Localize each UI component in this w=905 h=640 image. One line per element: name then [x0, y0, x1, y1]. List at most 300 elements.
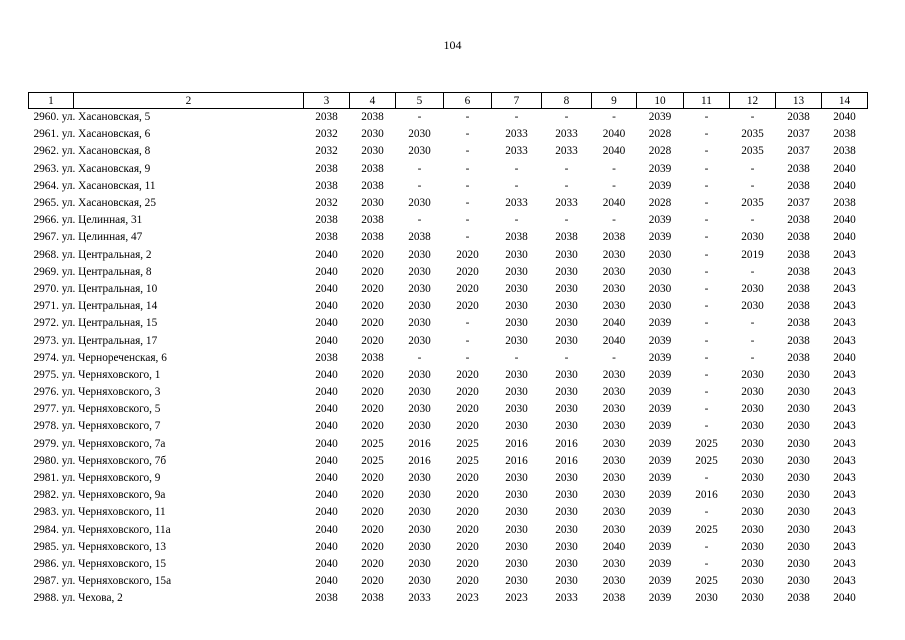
- value-cell: 2030: [505, 282, 528, 295]
- value-cell: -: [750, 351, 755, 364]
- value-cell: 2040: [602, 334, 626, 347]
- value-cell: -: [750, 265, 755, 278]
- value-cell: 2030: [555, 300, 578, 313]
- value-cell: 2020: [456, 472, 479, 485]
- value-cell: 2030: [741, 506, 764, 519]
- value-cell: 2030: [505, 403, 528, 416]
- value-cell: 2030: [555, 265, 578, 278]
- value-cell: 2030: [787, 437, 810, 450]
- value-cell: 2038: [361, 162, 384, 175]
- value-cell: 2023: [456, 592, 479, 605]
- value-cell: 2039: [648, 557, 672, 570]
- value-cell: 2039: [648, 317, 672, 330]
- value-cell: 2040: [315, 386, 338, 399]
- value-cell: 2020: [456, 557, 479, 570]
- value-cell: 2038: [787, 111, 810, 124]
- value-cell: 2038: [315, 162, 338, 175]
- value-cell: -: [564, 214, 569, 227]
- value-cell: 2030: [408, 523, 431, 536]
- row-name-cell: 2983. ул. Черняховского, 11: [33, 506, 166, 519]
- value-cell: 2020: [456, 386, 479, 399]
- column-header: 6: [444, 93, 492, 109]
- value-cell: 2020: [456, 403, 479, 416]
- value-cell: 2039: [648, 592, 672, 605]
- value-cell: 2030: [408, 386, 431, 399]
- value-cell: 2020: [361, 506, 384, 519]
- value-cell: -: [417, 162, 422, 175]
- value-cell: 2030: [505, 265, 528, 278]
- value-cell: 2025: [695, 523, 718, 536]
- value-cell: 2030: [505, 334, 528, 347]
- value-cell: 2038: [361, 231, 384, 244]
- value-cell: 2040: [315, 523, 338, 536]
- table-row: [29, 350, 868, 367]
- table-row: [29, 522, 868, 539]
- value-cell: -: [514, 162, 519, 175]
- value-cell: 2040: [602, 540, 626, 553]
- value-cell: 2035: [741, 145, 764, 158]
- value-cell: 2030: [505, 472, 528, 485]
- value-cell: 2028: [648, 197, 672, 210]
- value-cell: 2030: [505, 506, 528, 519]
- row-name-cell: 2977. ул. Черняховского, 5: [33, 403, 161, 416]
- value-cell: -: [514, 351, 519, 364]
- value-cell: 2030: [787, 575, 810, 588]
- column-header: 5: [396, 93, 444, 109]
- row-name-cell: 2980. ул. Черняховского, 7б: [33, 454, 167, 467]
- value-cell: 2043: [833, 575, 856, 588]
- value-cell: 2030: [505, 523, 528, 536]
- value-cell: 2037: [787, 128, 810, 141]
- table-row: [29, 504, 868, 521]
- value-cell: 2020: [361, 334, 384, 347]
- value-cell: 2033: [555, 592, 578, 605]
- value-cell: 2030: [408, 557, 431, 570]
- value-cell: 2043: [833, 540, 856, 553]
- value-cell: 2020: [361, 489, 384, 502]
- value-cell: 2040: [833, 179, 856, 192]
- value-cell: 2030: [741, 540, 764, 553]
- value-cell: 2030: [741, 472, 764, 485]
- row-name-cell: 2982. ул. Черняховского, 9а: [33, 489, 166, 502]
- value-cell: 2016: [408, 437, 431, 450]
- value-cell: 2020: [361, 300, 384, 313]
- value-cell: 2038: [787, 592, 810, 605]
- value-cell: 2030: [741, 454, 764, 467]
- value-cell: 2020: [361, 523, 384, 536]
- value-cell: -: [704, 162, 709, 175]
- value-cell: 2030: [787, 489, 810, 502]
- value-cell: -: [564, 162, 569, 175]
- value-cell: 2038: [361, 351, 384, 364]
- value-cell: 2030: [602, 454, 626, 467]
- value-cell: -: [704, 557, 709, 570]
- value-cell: -: [612, 162, 616, 175]
- value-cell: 2030: [555, 540, 578, 553]
- row-name-cell: 2965. ул. Хасановская, 25: [33, 197, 156, 210]
- value-cell: -: [465, 197, 470, 210]
- value-cell: -: [704, 334, 709, 347]
- value-cell: 2030: [602, 437, 626, 450]
- value-cell: 2039: [648, 506, 672, 519]
- table-row: [29, 418, 868, 435]
- value-cell: 2033: [555, 145, 578, 158]
- value-cell: 2020: [456, 282, 479, 295]
- column-header: 14: [822, 93, 868, 109]
- value-cell: 2043: [833, 523, 856, 536]
- value-cell: -: [704, 300, 709, 313]
- value-cell: 2043: [833, 265, 856, 278]
- value-cell: 2030: [555, 472, 578, 485]
- value-cell: 2038: [787, 265, 810, 278]
- value-cell: 2038: [315, 592, 338, 605]
- value-cell: 2043: [833, 472, 856, 485]
- value-cell: 2040: [315, 489, 338, 502]
- column-header: 2: [74, 93, 304, 109]
- column-header: 9: [592, 93, 637, 109]
- value-cell: 2030: [741, 575, 764, 588]
- value-cell: -: [514, 111, 519, 124]
- row-name-cell: 2961. ул. Хасановская, 6: [33, 128, 151, 141]
- value-cell: -: [564, 179, 569, 192]
- value-cell: -: [750, 179, 755, 192]
- value-cell: -: [612, 351, 616, 364]
- value-cell: 2020: [361, 403, 384, 416]
- value-cell: -: [465, 317, 470, 330]
- value-cell: 2030: [408, 506, 431, 519]
- value-cell: -: [465, 334, 470, 347]
- value-cell: 2038: [787, 334, 810, 347]
- value-cell: 2039: [648, 386, 672, 399]
- value-cell: 2039: [648, 472, 672, 485]
- value-cell: -: [465, 111, 470, 124]
- row-name-cell: 2969. ул. Центральная, 8: [33, 265, 152, 278]
- value-cell: -: [417, 179, 422, 192]
- value-cell: 2020: [456, 506, 479, 519]
- value-cell: 2020: [456, 540, 479, 553]
- value-cell: -: [465, 128, 470, 141]
- table-row: [29, 229, 868, 246]
- value-cell: 2040: [315, 368, 338, 381]
- row-name-cell: 2984. ул. Черняховского, 11а: [33, 523, 171, 536]
- value-cell: -: [704, 420, 709, 433]
- value-cell: 2039: [648, 437, 672, 450]
- value-cell: 2028: [648, 145, 672, 158]
- value-cell: 2025: [695, 437, 718, 450]
- value-cell: 2040: [602, 128, 626, 141]
- value-cell: 2043: [833, 506, 856, 519]
- value-cell: 2030: [787, 454, 810, 467]
- value-cell: 2025: [456, 437, 479, 450]
- value-cell: -: [612, 179, 616, 192]
- value-cell: 2030: [408, 334, 431, 347]
- value-cell: 2040: [315, 403, 338, 416]
- table-row: [29, 401, 868, 418]
- row-name-cell: 2967. ул. Целинная, 47: [33, 231, 143, 244]
- value-cell: 2020: [456, 300, 479, 313]
- value-cell: 2030: [505, 386, 528, 399]
- value-cell: 2030: [741, 437, 764, 450]
- table-row: [29, 573, 868, 590]
- value-cell: 2025: [361, 437, 384, 450]
- value-cell: 2020: [361, 386, 384, 399]
- value-cell: -: [564, 111, 569, 124]
- value-cell: 2030: [741, 403, 764, 416]
- row-name-cell: 2978. ул. Черняховского, 7: [33, 420, 161, 433]
- value-cell: 2040: [315, 317, 338, 330]
- value-cell: -: [704, 351, 709, 364]
- value-cell: 2020: [456, 248, 479, 261]
- value-cell: 2043: [833, 368, 856, 381]
- value-cell: -: [750, 111, 755, 124]
- value-cell: 2039: [648, 540, 672, 553]
- value-cell: 2030: [741, 592, 764, 605]
- value-cell: 2030: [555, 317, 578, 330]
- value-cell: 2039: [648, 403, 672, 416]
- value-cell: 2039: [648, 523, 672, 536]
- value-cell: 2039: [648, 575, 672, 588]
- value-cell: 2038: [602, 231, 626, 244]
- table-row: [29, 453, 868, 470]
- value-cell: 2020: [361, 282, 384, 295]
- value-cell: -: [704, 111, 709, 124]
- value-cell: 2020: [361, 540, 384, 553]
- value-cell: 2030: [602, 386, 626, 399]
- value-cell: 2040: [833, 351, 856, 364]
- value-cell: 2030: [787, 386, 810, 399]
- value-cell: 2030: [408, 368, 431, 381]
- table-row: [29, 247, 868, 264]
- value-cell: 2030: [505, 248, 528, 261]
- value-cell: 2043: [833, 317, 856, 330]
- value-cell: 2030: [741, 557, 764, 570]
- value-cell: 2030: [648, 265, 672, 278]
- row-name-cell: 2968. ул. Центральная, 2: [33, 248, 152, 261]
- value-cell: 2030: [787, 557, 810, 570]
- value-cell: 2030: [648, 282, 672, 295]
- value-cell: 2038: [787, 231, 810, 244]
- value-cell: 2030: [408, 282, 431, 295]
- value-cell: 2020: [361, 317, 384, 330]
- value-cell: 2030: [408, 489, 431, 502]
- value-cell: 2020: [456, 265, 479, 278]
- column-header: 13: [776, 93, 822, 109]
- row-name-cell: 2970. ул. Центральная, 10: [33, 282, 158, 295]
- value-cell: -: [704, 472, 709, 485]
- table-row: [29, 384, 868, 401]
- value-cell: 2020: [361, 575, 384, 588]
- value-cell: 2033: [505, 197, 528, 210]
- value-cell: 2033: [555, 128, 578, 141]
- table-row: [29, 161, 868, 178]
- value-cell: 2020: [361, 248, 384, 261]
- value-cell: 2039: [648, 334, 672, 347]
- row-name-cell: 2963. ул. Хасановская, 9: [33, 162, 151, 175]
- value-cell: 2028: [648, 128, 672, 141]
- column-header: 11: [684, 93, 730, 109]
- value-cell: 2030: [408, 128, 431, 141]
- row-name-cell: 2979. ул. Черняховского, 7а: [33, 437, 166, 450]
- table-row: [29, 315, 868, 332]
- value-cell: 2039: [648, 351, 672, 364]
- value-cell: 2030: [408, 145, 431, 158]
- value-cell: 2043: [833, 282, 856, 295]
- value-cell: -: [750, 214, 755, 227]
- value-cell: 2038: [361, 179, 384, 192]
- table-row: [29, 298, 868, 315]
- value-cell: -: [704, 145, 709, 158]
- table-row: [29, 195, 868, 212]
- table-row: [29, 436, 868, 453]
- value-cell: -: [704, 231, 709, 244]
- row-name-cell: 2986. ул. Черняховского, 15: [33, 557, 167, 570]
- value-cell: 2030: [555, 403, 578, 416]
- value-cell: -: [417, 111, 422, 124]
- table-row: [29, 126, 868, 143]
- data-table: [28, 92, 868, 607]
- value-cell: 2039: [648, 179, 672, 192]
- value-cell: -: [750, 317, 755, 330]
- value-cell: 2040: [315, 454, 338, 467]
- value-cell: 2025: [695, 454, 718, 467]
- value-cell: -: [465, 214, 470, 227]
- row-name-cell: 2981. ул. Черняховского, 9: [33, 472, 161, 485]
- value-cell: 2040: [315, 282, 338, 295]
- column-header: 10: [637, 93, 684, 109]
- value-cell: 2030: [741, 282, 764, 295]
- value-cell: -: [750, 162, 755, 175]
- value-cell: 2030: [555, 575, 578, 588]
- value-cell: 2038: [787, 282, 810, 295]
- value-cell: 2038: [787, 300, 810, 313]
- value-cell: 2038: [787, 317, 810, 330]
- value-cell: 2038: [833, 197, 856, 210]
- value-cell: -: [465, 179, 470, 192]
- value-cell: 2030: [505, 317, 528, 330]
- value-cell: 2040: [315, 300, 338, 313]
- value-cell: 2030: [408, 575, 431, 588]
- value-cell: 2040: [315, 248, 338, 261]
- value-cell: 2030: [555, 282, 578, 295]
- value-cell: 2030: [555, 368, 578, 381]
- value-cell: -: [704, 282, 709, 295]
- column-header: 12: [730, 93, 776, 109]
- value-cell: 2030: [602, 557, 626, 570]
- value-cell: 2030: [555, 523, 578, 536]
- table-row: [29, 367, 868, 384]
- value-cell: 2033: [505, 128, 528, 141]
- value-cell: 2030: [505, 489, 528, 502]
- value-cell: 2030: [361, 145, 384, 158]
- value-cell: 2038: [361, 592, 384, 605]
- value-cell: 2039: [648, 111, 672, 124]
- value-cell: 2040: [315, 557, 338, 570]
- value-cell: 2039: [648, 454, 672, 467]
- value-cell: -: [704, 197, 709, 210]
- value-cell: 2040: [602, 317, 626, 330]
- value-cell: -: [704, 214, 709, 227]
- value-cell: 2030: [555, 557, 578, 570]
- value-cell: 2030: [787, 540, 810, 553]
- value-cell: 2040: [315, 420, 338, 433]
- value-cell: 2043: [833, 420, 856, 433]
- value-cell: -: [704, 248, 709, 261]
- value-cell: 2030: [408, 300, 431, 313]
- value-cell: 2043: [833, 248, 856, 261]
- value-cell: 2030: [361, 128, 384, 141]
- value-cell: -: [612, 214, 616, 227]
- value-cell: -: [704, 540, 709, 553]
- value-cell: -: [704, 368, 709, 381]
- value-cell: 2030: [787, 506, 810, 519]
- value-cell: 2030: [505, 557, 528, 570]
- value-cell: 2020: [456, 489, 479, 502]
- value-cell: -: [465, 231, 470, 244]
- value-cell: 2016: [555, 437, 578, 450]
- value-cell: -: [564, 351, 569, 364]
- column-header: 8: [542, 93, 592, 109]
- value-cell: 2038: [787, 162, 810, 175]
- value-cell: 2040: [833, 111, 856, 124]
- value-cell: 2038: [361, 214, 384, 227]
- value-cell: 2030: [648, 300, 672, 313]
- value-cell: 2039: [648, 162, 672, 175]
- value-cell: 2030: [741, 300, 764, 313]
- value-cell: 2043: [833, 557, 856, 570]
- row-name-cell: 2987. ул. Черняховского, 15а: [33, 575, 172, 588]
- value-cell: -: [704, 179, 709, 192]
- page-number: 104: [443, 38, 462, 52]
- value-cell: 2030: [602, 575, 626, 588]
- row-name-cell: 2973. ул. Центральная, 17: [33, 334, 158, 347]
- value-cell: 2030: [741, 386, 764, 399]
- value-cell: 2020: [361, 265, 384, 278]
- value-cell: 2030: [602, 403, 626, 416]
- value-cell: 2032: [315, 128, 338, 141]
- value-cell: 2032: [315, 145, 338, 158]
- value-cell: 2038: [315, 351, 338, 364]
- value-cell: 2039: [648, 489, 672, 502]
- value-cell: 2030: [408, 420, 431, 433]
- value-cell: 2033: [408, 592, 431, 605]
- value-cell: 2040: [315, 540, 338, 553]
- value-cell: 2038: [555, 231, 578, 244]
- value-cell: 2030: [741, 231, 764, 244]
- value-cell: 2038: [361, 111, 384, 124]
- value-cell: 2039: [648, 231, 672, 244]
- value-cell: 2038: [408, 231, 431, 244]
- table-row: [29, 487, 868, 504]
- value-cell: 2030: [408, 317, 431, 330]
- value-cell: 2038: [787, 248, 810, 261]
- value-cell: 2020: [456, 368, 479, 381]
- value-cell: 2038: [833, 128, 856, 141]
- value-cell: 2038: [833, 145, 856, 158]
- row-name-cell: 2972. ул. Центральная, 15: [33, 317, 158, 330]
- table-row: [29, 556, 868, 573]
- value-cell: 2030: [555, 506, 578, 519]
- value-cell: 2035: [741, 128, 764, 141]
- row-name-cell: 2971. ул. Центральная, 14: [33, 300, 158, 313]
- value-cell: 2016: [505, 437, 528, 450]
- row-name-cell: 2964. ул. Хасановская, 11: [33, 179, 156, 192]
- value-cell: 2030: [602, 523, 626, 536]
- value-cell: 2030: [741, 523, 764, 536]
- table-row: [29, 178, 868, 195]
- row-name-cell: 2976. ул. Черняховского, 3: [33, 386, 161, 399]
- value-cell: 2040: [602, 145, 626, 158]
- value-cell: 2030: [787, 472, 810, 485]
